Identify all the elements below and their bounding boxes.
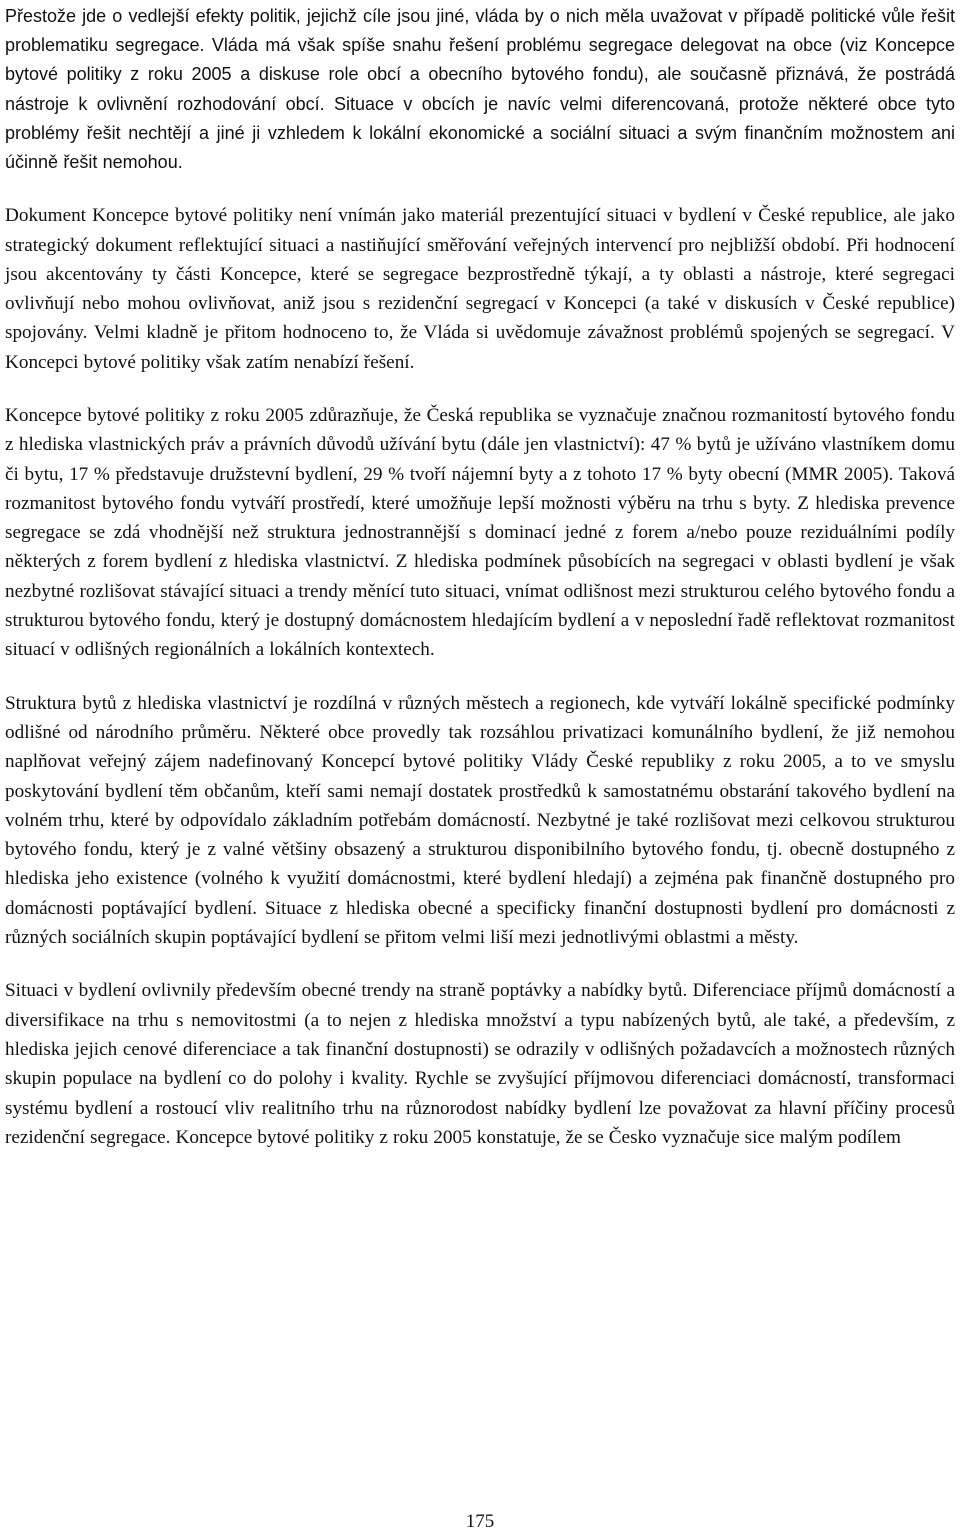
paragraph-5: Situaci v bydlení ovlivnily především obecné trendy na straně poptávky a nabídky bytů. Diferenciace příjmů domácností a diversifikace na trhu s nemovitostmi (a to nejen z hlediska množství a typu nabízených bytů, ale také, a především, z hlediska jejich cenové diferenciace a tak finanční dostupnosti) se odrazily v odlišných požadavcích a možnostech různých skupin populace na bydlení co do polohy i kvality. Rychle se zvyšující příjmovou diferenciaci domácností, transformaci systému bydlení a rostoucí vliv realitního trhu na různorodost nabídky bydlení lze považovat za hlavní příčiny procesů rezidenční segregace. Koncepce bytové politiky z roku 2005 konstatuje, že se Česko vyznačuje sice malým podílem bbox=[5, 980, 955, 1148]
paragraph-3: Koncepce bytové politiky z roku 2005 zdůrazňuje, že Česká republika se vyznačuje značnou rozmanitostí bytového fondu z hlediska vlastnických práv a právních důvodů užívání bytu (dále jen vlastnictví): 47 % bytů je užíváno vlastníkem domu či bytu, 17 % představuje družstevní bydlení, 29 % tvoří nájemní byty a z tohoto 17 % byty obecní (MMR 2005). Taková rozmanitost bytového fondu vytváří prostředí, které umožňuje lepší možnosti výběru na trhu s byty. Z hlediska prevence segregace se zdá vhodnější než struktura jednostrannější s dominací jedné z forem a/nebo pouze reziduálními podíly některých z forem bydlení z hlediska vlastnictví. Z hlediska podmínek působících na segregaci v oblasti bydlení je však nezbytné rozlišovat stávající situaci a trendy měnící tuto situaci, vnímat odlišnost mezi strukturou celého bytového fondu a strukturou bytového fondu, který je dostupný domácnostem hledajícím bydlení a v neposlední řadě reflektovat rozmanitost situací v odlišných regionálních a lokálních kontextech. bbox=[5, 405, 955, 661]
paragraph-2: Dokument Koncepce bytové politiky není vnímán jako materiál prezentující situaci v bydlení v České republice, ale jako strategický dokument reflektující situaci a nastiňující směřování veřejných intervencí pro nejbližší období. Při hodnocení jsou akcentovány ty části Koncepce, které se segregace bezprostředně týkají, a ty oblasti a nástroje, které segregaci ovlivňují nebo mohou ovlivňovat, aniž jsou s rezidenční segregací v Koncepci (a také v diskusích v České republice) spojovány. Velmi kladně je přitom hodnoceno to, že Vláda si uvědomuje závažnost problémů spojených se segregací. V Koncepci bytové politiky však zatím nenabízí řešení. bbox=[5, 205, 955, 373]
document-page bbox=[5, 0, 955, 1537]
paragraph-1: Přestože jde o vedlejší efekty politik, jejichž cíle jsou jiné, vláda by o nich měla uvažovat v případě politické vůle řešit problematiku segregace. Vláda má však spíše snahu řešení problému segregace delegovat na obce (viz Koncepce bytové politiky z roku 2005 a diskuse role obcí a obecního bytového fondu), ale současně přiznává, že postrádá nástroje k ovlivnění rozhodování obcí. Situace v obcích je navíc velmi diferencovaná, protože některé obce tyto problémy řešit nechtějí a jiné ji vzhledem k lokální ekonomické a sociální situaci a svým finančním možnostem ani účinně řešit nemohou. bbox=[5, 6, 955, 173]
page-number: 175 bbox=[465, 1511, 495, 1532]
paragraph-4: Struktura bytů z hlediska vlastnictví je rozdílná v různých městech a regionech, kde vytváří lokálně specifické podmínky odlišné od národního průměru. Některé obce provedly tak rozsáhlou privatizaci komunálního bydlení, že již nemohou naplňovat veřejný zájem nadefinovaný Koncepcí bytové politiky Vlády České republiky z roku 2005, a to ve smyslu poskytování bydlení těm občanům, kteří sami nemají dostatek prostředků k samostatnému obstarání takového bydlení na volném trhu, které by odpovídalo základním potřebám domácností. Nezbytné je také rozlišovat mezi celkovou strukturou bytového fondu, který je z valné většiny obsazený a strukturou disponibilního bytového fondu, tj. obecně dostupného z hlediska jeho existence (volného k využití domácnostmi, které bydlení hledají) a zejména pak finančně dostupného pro domácnosti poptávající bydlení. Situace z hlediska obecné a specificky finanční dostupnosti bydlení pro domácnosti z různých sociálních skupin poptávající bydlení se přitom velmi liší mezi jednotlivými oblastmi a městy. bbox=[5, 692, 955, 949]
